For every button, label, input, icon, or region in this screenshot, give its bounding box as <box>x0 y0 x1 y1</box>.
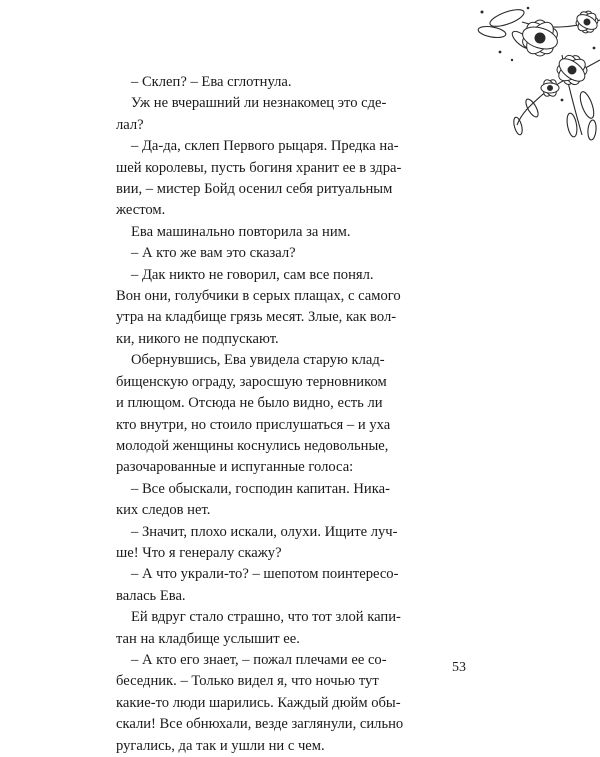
text-line: вии, – мистер Бойд осенил себя ритуальным <box>116 181 393 198</box>
text-line: ких следов нет. <box>116 502 211 519</box>
text-line: скали! Все обнюхали, везде заглянули, сильно <box>116 716 404 733</box>
text-line: ки, никого не подпускают. <box>116 330 279 347</box>
text-line: беседник. – Только видел я, что ночью тут <box>116 673 379 690</box>
floral-ornament-icon <box>422 0 600 142</box>
text-line: – Все обыскали, господин капитан. Ника- <box>131 480 390 497</box>
text-line: – Склеп? – Ева сглотнула. <box>131 74 292 90</box>
text-line: кто внутри, но стоило прислушаться – и уха <box>116 416 391 433</box>
text-line: и плющом. Отсюда не было видно, есть ли <box>116 395 383 412</box>
text-line: – А кто же вам это сказал? <box>131 245 296 262</box>
text-line: Ева машинально повторила за ним. <box>131 223 351 240</box>
text-line: – Да-да, склеп Первого рыцаря. Предка на- <box>131 138 399 155</box>
text-line: – А что украли-то? – шепотом поинтересо- <box>131 566 399 583</box>
text-line: утра на кладбище грязь месят. Злые, как вол- <box>116 309 397 326</box>
text-line: какие-то люди шарились. Каждый дюйм обы- <box>116 694 401 711</box>
text-line: лал? <box>116 116 144 133</box>
text-line: шей королевы, пусть богиня хранит ее в здра- <box>116 159 402 176</box>
text-line: Уж не вчерашний ли незнакомец это сде- <box>131 95 387 112</box>
text-line: разочарованные и испуганные голоса: <box>116 459 354 476</box>
text-line: – Значит, плохо искали, олухи. Ищите луч- <box>131 523 398 540</box>
text-line: жестом. <box>116 202 166 219</box>
text-line: Ей вдруг стало страшно, что тот злой капи- <box>131 609 401 626</box>
page-number: 53 <box>452 660 466 675</box>
text-line: молодой женщины коснулись недовольные, <box>116 437 389 454</box>
text-line: тан на кладбище услышит ее. <box>116 630 300 647</box>
text-line: Обернувшись, Ева увидела старую клад- <box>131 352 385 369</box>
text-line: – А кто его знает, – пожал плечами ее со- <box>131 651 387 668</box>
text-line: бищенскую ограду, заросшую терновником <box>116 373 387 390</box>
text-line: Вон они, голубчики в серых плащах, с самого <box>116 288 401 305</box>
text-line: ругались, да так и ушли ни с чем. <box>116 737 325 754</box>
main-text <box>116 72 442 757</box>
text-line: валась Ева. <box>116 587 186 604</box>
text-line: ше! Что я генералу скажу? <box>116 544 282 561</box>
text-line: – Дак никто не говорил, сам все понял. <box>131 266 374 283</box>
